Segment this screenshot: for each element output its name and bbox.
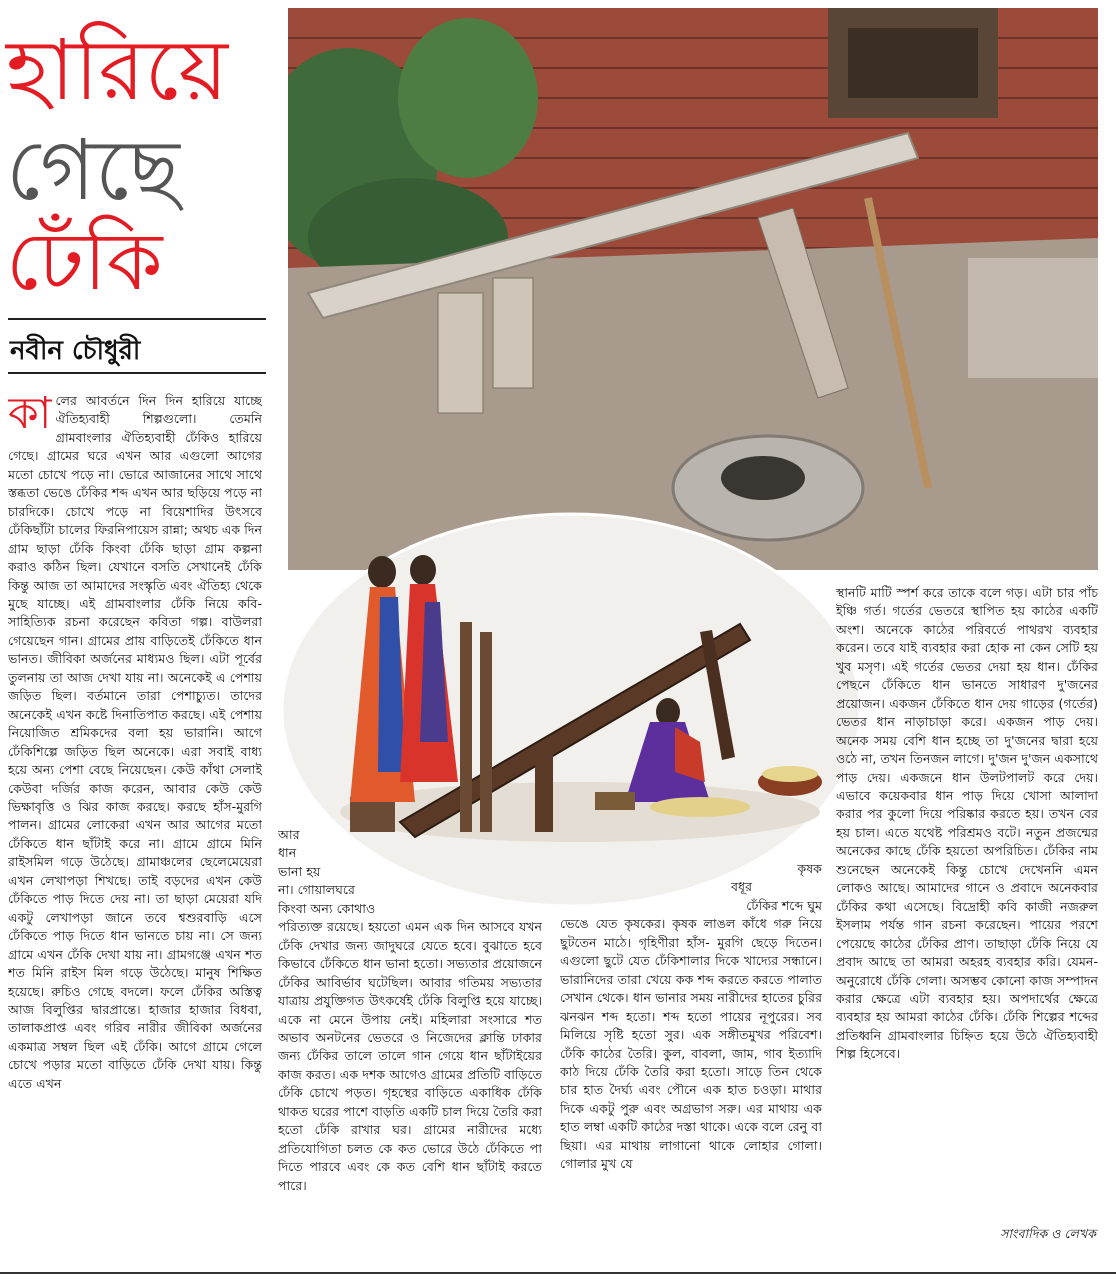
column-2-head-2: ধান — [278, 845, 297, 861]
column-3-head-2: বধূর — [731, 879, 752, 895]
bottom-rule — [0, 1272, 1116, 1274]
article-column-4 — [836, 584, 1098, 1224]
column-3-head-3: ঢেঁকির শব্দে ঘুম — [746, 897, 822, 913]
article-column-1 — [8, 392, 262, 1264]
byline-rule-top — [8, 318, 266, 320]
article-column-3 — [560, 860, 822, 1270]
article-column-2 — [278, 826, 542, 1266]
column-2-head-4: না। গোয়ালঘরে — [278, 882, 355, 898]
column-2-text: পরিত্যক্ত রয়েছে। হয়তো এমন এক দিন আসবে যখন ঢেঁকি দেখার জন্য জাদুঘরে যেতে হবে। বুঝাতে হবে কিভাবে ঢেঁকিতে ধান ভানা হতো। সভ্যতার প্রয়োজনে ঢেঁকির আবির্ভাব ঘটেছিল। আবার গতিময় সভ্যতার যাত্রায় প্রযুক্তিগত উৎকর্ষেই ঢেঁকি বিলুপ্তি হয়ে যাচ্ছে। একে না মেনে উপায় নেই। মহিলারা সংসারে শত অভাব অনটনের ভেতরে ও নিজেদের ক্লান্তি ঢাকার জন্য ঢেঁকির তালে তালে গান গেয়ে ধান ছাঁটাইয়ের কাজ করত। এক দশক আগেও গ্রামের প্রতিটি বাড়িতে ঢেঁকি চোখে পড়ত। গৃহস্থের বাড়িতে একাধিক ঢেঁকি থাকত ঘরের পাশে বাড়তি একটি চাল দিয়ে তৈরি করা হতো ঢেঁকি রাখার ঘর। গ্রামের নারীদের মধ্যে প্রতিযোগিতা চলত কে কত ভোরে উঠে ঢেঁকিতে পা দিতে পারবে এবং কে কত বেশি ধান ছাঁটাই করতে পারে। — [278, 919, 542, 1193]
dropcap: কা — [8, 392, 52, 439]
headline-line-2: গেছে — [6, 121, 180, 219]
column-4-text: স্থানটি মাটি স্পর্শ করে তাকে বলে গড়। এটা চার পাঁচ ইঞ্চি গর্ত। গর্তের ভেতরে স্থাপিত হয় কাঠের একটি অংশ। অনেকে কাঠের পরিবর্তে পাথরখ ব্যবহার করেন। তবে যাই ব্যবহার করা হোক না কেন সেটি হয় খুব মসৃণ। এই গর্তের ভেতর দেয়া হয় ধান। ঢেঁকির পেছনে ঢেঁকিতে ধান ভানতে সাধারণ দু'জনের প্রয়োজন। একজন ঢেঁকিতে ধান দেয় গাড়ের (গর্তের) ভেতর ধান নাড়াচাড়া করে। একজন পাড় দেয়। অনেক সময় বেশি ধান হচ্ছে তা দু'জনের দ্বারা হয়ে ওঠে না, তখন তিনজন লাগে। দু'জন দু'জন একসাথে পাড় দেয়। একজনে ধান উলটপালট করে দেয়। এভাবে কয়েকবার ধান পাড় দিয়ে খোসা আলাদা করার পর কুলো দিয়ে পরিষ্কার করতে হয়। তখন বের হয় চাল। এতে যথেষ্ট পরিশ্রমও বটে। নতুন প্রজন্মের অনেকের কাছে ঢেঁকি হয়তো অপরিচিত। ঢেঁকির নাম শুনেছেন অনেকেই কিন্তু চোখে দেখেননি এমন লোকও আছে। আমাদের গানে ও প্রবাদে অনেকবার ঢেঁকির কথা এসেছে। বিদ্রোহী কবি কাজী নজরুল ইসলাম পর্যন্ত গান রচনা করেছেন। পায়ের পরশে পেয়েছে কাঠের ঢেঁকির প্রাণ। তাছাড়া ঢেঁকি নিয়ে যে প্রবাদ আছে তা আমরা অহরহ ব্যবহার করি। যেমন- অনুরোধে ঢেঁকি গেলা। অসম্ভব কোনো কাজ সম্পাদন করার ক্ষেত্রে এটা ব্যবহার হয়। অপদার্থের ক্ষেত্রে ব্যবহার হয় আমরা কাঠের ঢেঁকি। ঢেঁকি শিল্পের শব্দের প্রতিধ্বনি গ্রামবাংলার চিহ্নিত হয়ে উঠে ঐতিহ্যবাহী শিল্প হিসেবে। — [836, 585, 1098, 1062]
column-2-head-3: ভানা হয় — [278, 863, 321, 879]
dheki-photo — [288, 8, 1098, 570]
column-1-text: লের আবর্তনে দিন দিন হারিয়ে যাচ্ছে ঐতিহ্যবাহী শিল্পগুলো। তেমনি গ্রামবাংলার ঐতিহ্যবাহী ঢেঁকিও হারিয়ে গেছে। গ্রামের ঘরে এখন আর এগুলো আগের মতো চোখে পড়ে না। ভোরে আজানের সাথে সাথে স্তব্ধতা ভেঙে ঢেঁকির শব্দ এখন আর ছড়িয়ে পড়ে না চারদিকে। চোখে পড়ে না বিয়েশাদির উৎসবে ঢেঁকিছাঁটা চালের ফিরনিপায়েস রান্না; অথচ এক দিন গ্রাম ছাড়া ঢেঁকি কিংবা ঢেঁকি ছাড়া গ্রাম কল্পনা করাও কঠিন ছিল। যেখানে বসতি সেখানেই ঢেঁকি কিন্তু আজ তা আমাদের সংস্কৃতি এবং ঐতিহ্য থেকে মুছে যাচ্ছে। এই গ্রামবাংলার ঢেঁকি নিয়ে কবি-সাহিত্যিক রচনা করেছেন কবিতা গল্প। বাউলরা গেয়েছেন গান। গ্রামের প্রায় বাড়িতেই ঢেঁকিতে ধান ভানত। জীবিকা অর্জনের মাধ্যমও ছিল। এটা পূর্বের তুলনায় তা আজ দেখা যায় না। অনেকেই এ পেশায় জড়িত ছিল। বর্তমানে তারা পেশাচ্যুত। তাদের অনেকেই এখন কষ্টে দিনাতিপাত করছে। এই পেশায় নিয়োজিত শ্রমিকদের বলা হয় ভারানি। আগে ঢেঁকিশিল্পে জড়িত ছিল অনেকে। এরা সবাই বাধ্য হয়ে অন্য পেশা বেছে নিয়েছেন। কেউ কাঁথা সেলাই কেউবা দর্জির কাজ করেন, আবার কেউ কেউ ভিক্ষাবৃত্তি ও ঝির কাজ করছে। করছে হাঁস-মুরগি পালন। গ্রামের লোকেরা এখন আর আগের মতো ঢেঁকিতে ধান ছাঁটাই করে না। গ্রামে গ্রামে মিনি রাইসমিল গড়ে উঠেছে। গ্রামাঞ্চলের ছেলেমেয়েরা এখন লেখাপড়া শিখছে। তাই বড়দের এখন কেউ ঢেঁকিতে পাড় দিতে দেয় না। তা ছাড়া মেয়েরা যদি একটু লেখাপড়া জানে তবে শ্বশুরবাড়ি এসে ঢেঁকিতে পাড় দিতে ধান ভানতে চায় না। সে জন্য গ্রামে এখন ঢেঁকি দেখা যায় না। গ্রামগঞ্জে এখন শত শত মিনি রাইস মিল গড়ে উঠেছে। মানুষ শিক্ষিত হয়েছে। রুচিও গেছে বদলে। ফলে ঢেঁকির অস্তিত্ব আজ বিলুপ্তির দ্বারপ্রান্তে। হাজার হাজার বিধবা, তালাকপ্রাপ্ত এবং গরিব নারীর জীবিকা অর্জনের একমাত্র সম্বল ছিল এই ঢেঁকি। আগে গ্রামে গেলে চোখে পড়ার মতো বাড়িতে ঢেঁকি দেখা যায়। কিন্তু এতে এখন — [8, 393, 262, 1091]
column-3-text: ভেঙে যেত কৃষকের। কৃষক লাঙল কাঁধে গরু নিয়ে ছুটতেন মাঠে। গৃহিণীরা হাঁস- মুরগি ছেড়ে দিতেন। এগুলো ছুটে যেত ঢেঁকিশালার দিকে খাদ্যের সন্ধানে। ভারানিদের তারা খেয়ে কক শব্দ করতে করতে পালাত সেখান থেকে। ধান ভানার সময় নারীদের হাতের চুরির ঝনঝন শব্দ হতো। শব্দ হতো পায়ের নূপুরের। সব মিলিয়ে সৃষ্টি হতো সুর। এক সঙ্গীতমুখর পরিবেশ। ঢেঁকি কাঠের তৈরি। কুল, বাবলা, জাম, গাব ইত্যাদি কাঠ দিয়ে ঢেঁকি তৈরি করা হতো। সাড়ে তিন থেকে চার হাত দৈর্ঘ্য এবং পৌনে এক হাত চওড়া। মাথার দিকে একটু পুরু এবং অগ্রভাগ সরু। এর মাথায় এক হাত লম্বা একটি কাঠের দস্তা থাকে। একে বলে রেনু বা ছিয়া। এর মাথায় লাগানো থাকে লোহার গোলা। গোলার মুখ যে — [560, 916, 822, 1172]
column-3-head-1: কৃষক — [797, 861, 822, 876]
headline-line-1: হারিয়ে — [6, 21, 228, 119]
signoff: সাংবাদিক ও লেখক — [1000, 1226, 1096, 1241]
byline: নবীন চৌধুরী — [10, 336, 141, 366]
byline-rule-bottom — [8, 372, 266, 374]
column-2-head-1: আর — [278, 827, 300, 842]
headline-line-3: ঢেঁকি — [6, 215, 163, 308]
column-2-head-5: কিংবা অন্য কোথাও — [278, 900, 376, 916]
